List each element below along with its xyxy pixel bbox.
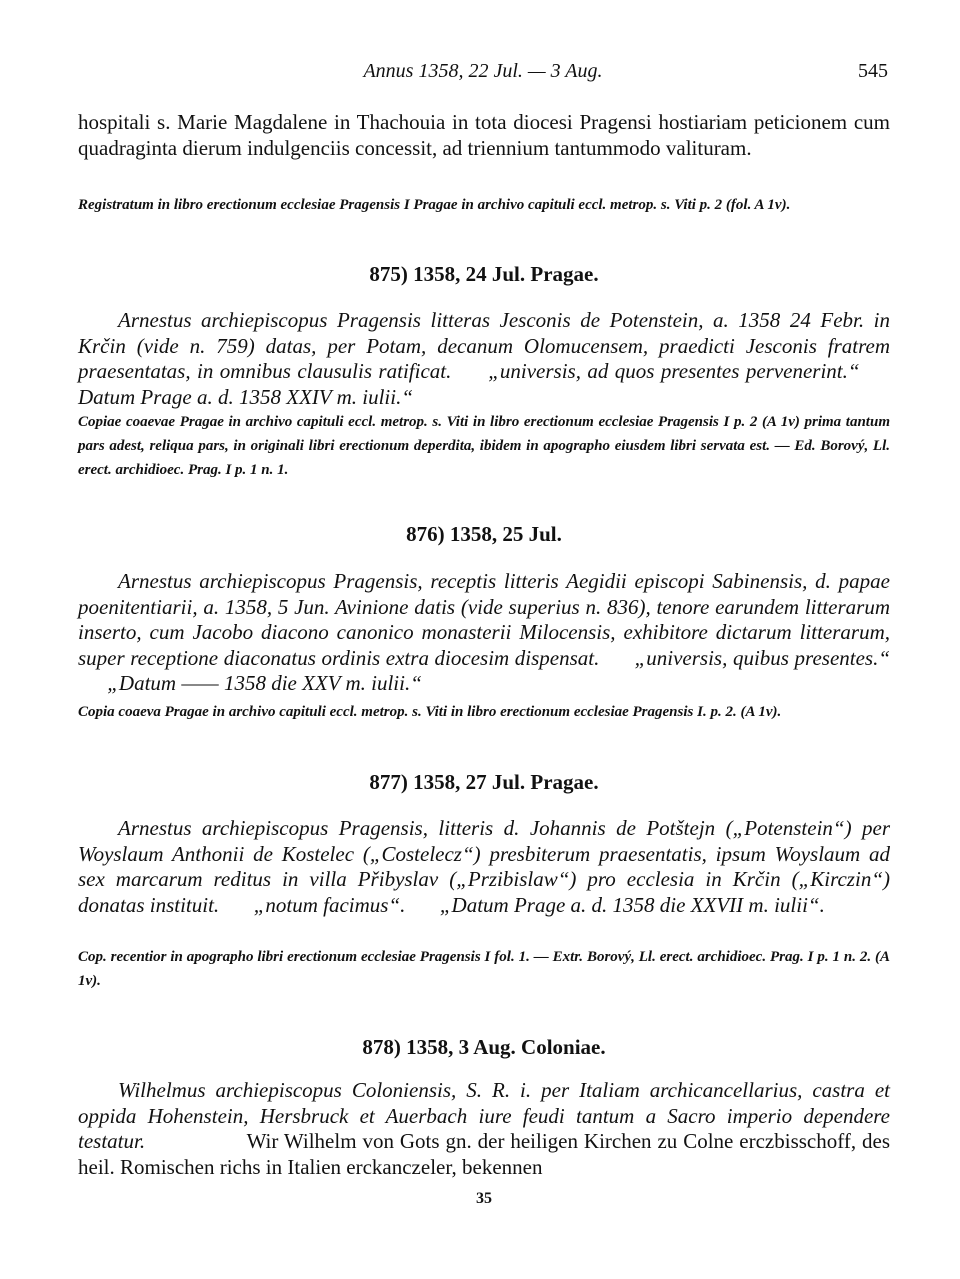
intro-paragraph — [78, 110, 890, 161]
entry-877-title: 877) 1358, 27 Jul. Pragae. — [369, 770, 599, 794]
entry-876-incipit: „universis, quibus presentes.“ — [634, 645, 891, 670]
entry-877-summary-text: Arnestus archiepiscopus Pragensis, litteris d. Johannis de Potštejn („Potenstein“) per Woyslaum Anthonii de Kostelec („Costelecz“) presbiterum praesentatis, ipsum Woyslaum ad sex marcarum reditus in villa Přibyslav („Przibislaw“) pro ecclesia in Krčin („Kirczin“) donatas instituit. — [78, 816, 890, 917]
entry-875-incipit: „universis, ad quos presentes pervenerint.“ — [488, 359, 860, 383]
entry-875-summary-text: Arnestus archiepiscopus Pragensis litteras Jesconis de Potenstein, a. 1358 24 Febr. in Krčin (vide n. 759) datas, per Potam, decanum Olomucensem, praedicti Jesconis fratrem praesentatas, in omnibus clausulis ratificat. — [78, 308, 890, 383]
entry-878-summary — [78, 1078, 890, 1180]
running-header — [78, 60, 888, 88]
entry-877-summary — [78, 816, 890, 918]
signature-mark: 35 — [476, 1190, 492, 1207]
entry-876-datum: „Datum —— 1358 die XXV m. iulii.“ — [107, 671, 422, 695]
running-title: Annus 1358, 22 Jul. — 3 Aug. — [363, 60, 603, 82]
entry-875-source: Copiae coaevae Pragae in archivo capituli eccl. metrop. s. Viti in libro erectionum ecclesiae Pragensis I p. 2 (A 1v) prima tantum pars adest, reliqua pars, in originali libri erectionum deperdita, ibidem in apographo eiusdem libri servata est. — Ed. Borový, Ll. erect. archidioec. Prag. I p. 1 n. 1. — [78, 414, 890, 478]
entry-875-summary — [78, 308, 890, 410]
page-number: 545 — [858, 60, 888, 82]
entry-877-source: Cop. recentior in apographo libri erectionum ecclesiae Pragensis I fol. 1. — Extr. Borový, Ll. erect. archidioec. Prag. I p. 1 n. 2. (A 1v). — [78, 949, 890, 989]
entry-878-text: Wir Wilhelm von Gots gn. der heiligen Kirchen zu Colne erczbisschoff, des heil. Romischen richs in Italien erckanczeler, bekennen — [78, 1129, 891, 1179]
entry-875-datum: Datum Prage a. d. 1358 XXIV m. iulii.“ — [78, 384, 414, 409]
entry-878-title: 878) 1358, 3 Aug. Coloniae. — [362, 1035, 606, 1059]
intro-text: hospitali s. Marie Magdalene in Thachouia in tota diocesi Pragensi hostiariam peticionem cum quadraginta dierum indulgenciis concessit, ad triennium tantummodo valituram. — [78, 110, 890, 160]
entry-877-datum: „Datum Prage a. d. 1358 die XXVII m. iulii“. — [439, 892, 825, 917]
entry-876-source: Copia coaeva Pragae in archivo capituli eccl. metrop. s. Viti in libro erectionum ecclesiae Pragensis I. p. 2. (A 1v). — [78, 704, 782, 720]
entry-876-summary — [78, 569, 890, 697]
entry-875-title: 875) 1358, 24 Jul. Pragae. — [369, 262, 599, 286]
entry-876-summary-text: Arnestus archiepiscopus Pragensis, receptis litteris Aegidii episcopi Sabinensis, d. papae poenitentiarii, a. 1358, 5 Jun. Avinione datis (vide superius n. 836), tenore earundem litterarum inserto, cum Jacobo diacono canonico monasterii Milocensis, exhibitore dictarum litterarum, super receptione diaconatus ordinis extra diocesim dispensat. — [78, 569, 890, 670]
entry-878-summary-text: Wilhelmus archiepiscopus Coloniensis, S. R. i. per Italiam archicancellarius, castra et oppida Hohenstein, Hersbruck et Auerbach iure feudi tantum a Sacro imperio dependere testatur. — [78, 1078, 890, 1153]
intro-source: Registratum in libro erectionum ecclesiae Pragensis I Pragae in archivo capituli eccl. metrop. s. Viti p. 2 (fol. A 1v). — [78, 197, 791, 213]
entry-877-incipit: „notum facimus“. — [253, 892, 406, 917]
entry-876-title: 876) 1358, 25 Jul. — [406, 522, 562, 546]
